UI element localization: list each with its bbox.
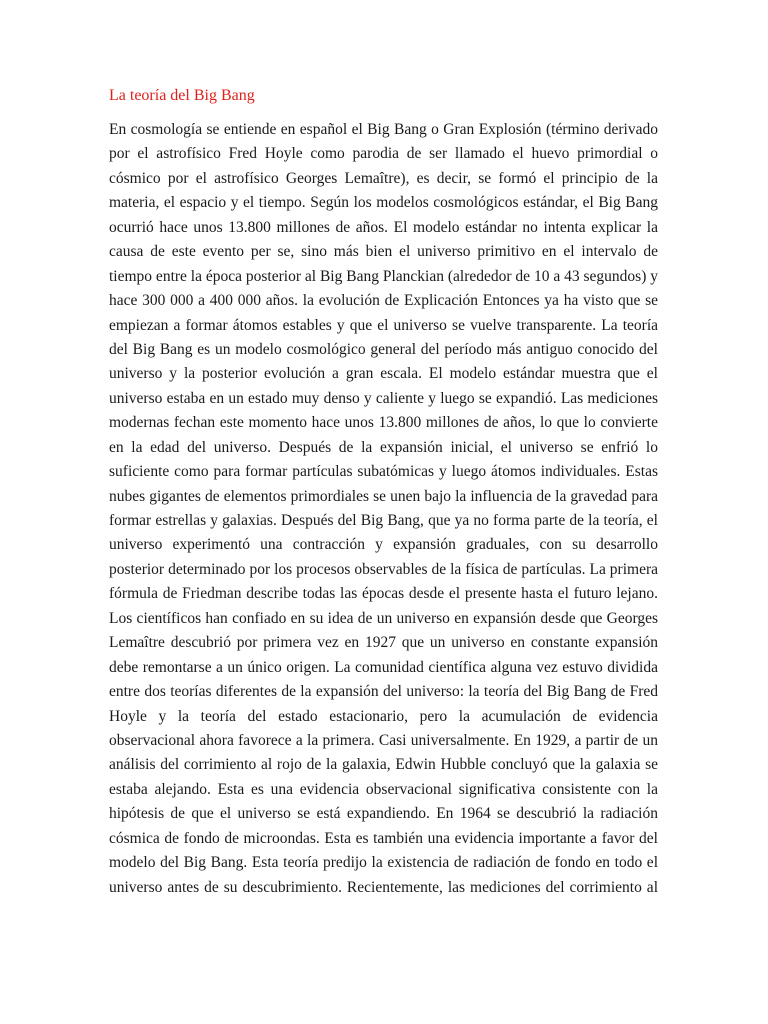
body-text-line: en la edad del universo. Después de la expansión inicial, el universo se enfrió lo bbox=[109, 438, 658, 456]
body-text-line: debe remontarse a un único origen. La comunidad científica alguna vez estuvo dividida bbox=[109, 658, 658, 676]
body-text-line: modelo del Big Bang. Esta teoría predijo la existencia de radiación de fondo en todo el bbox=[109, 854, 658, 872]
body-text-line: En cosmología se entiende en español el Big Bang o Gran Explosión (término derivado bbox=[109, 121, 658, 138]
body-text-line: del Big Bang es un modelo cosmológico general del período más antiguo conocido del bbox=[109, 340, 658, 358]
body-text-line: Los científicos han confiado en su idea de un universo en expansión desde que Georges bbox=[109, 609, 658, 627]
body-text-line: hipótesis de que el universo se está expandiendo. En 1964 se descubrió la radiación bbox=[109, 805, 658, 823]
body-text-line: análisis del corrimiento al rojo de la galaxia, Edwin Hubble concluyó que la galaxia se bbox=[109, 756, 658, 774]
body-text-line: nubes gigantes de elementos primordiales se unen bajo la influencia de la gravedad para bbox=[109, 487, 658, 505]
body-text-line: Hoyle y la teoría del estado estacionario, pero la acumulación de evidencia bbox=[109, 707, 658, 725]
body-text-line: estaba alejando. Esta es una evidencia observacional significativa consistente con la bbox=[109, 780, 658, 798]
body-text-line: tiempo entre la época posterior al Big Bang Planckian (alrededor de 10 a 43 segundos) y bbox=[109, 267, 658, 285]
document-title: La teoría del Big Bang bbox=[109, 87, 255, 104]
body-text-line: cósmico por el astrofísico Georges Lemaître), es decir, se formó el principio de la bbox=[109, 169, 658, 187]
body-text-line: formar estrellas y galaxias. Después del Big Bang, que ya no forma parte de la teoría, el bbox=[109, 512, 658, 529]
body-text-line: entre dos teorías diferentes de la expansión del universo: la teoría del Big Bang de Fred bbox=[109, 683, 658, 701]
body-text-line: universo estaba en un estado muy denso y caliente y luego se expandió. Las mediciones bbox=[109, 389, 658, 407]
body-text-line: ocurrió hace unos 13.800 millones de años. El modelo estándar no intenta explicar la bbox=[109, 218, 658, 236]
body-text-line: universo antes de su descubrimiento. Recientemente, las mediciones del corrimiento al bbox=[109, 878, 658, 896]
body-text-line: por el astrofísico Fred Hoyle como parodia de ser llamado el huevo primordial o bbox=[109, 145, 658, 163]
body-text-line: universo y la posterior evolución a gran escala. El modelo estándar muestra que el bbox=[109, 365, 658, 383]
body-text-line: materia, el espacio y el tiempo. Según los modelos cosmológicos estándar, el Big Bang bbox=[109, 194, 658, 212]
body-text-line: Lemaître descubrió por primera vez en 1927 que un universo en constante expansión bbox=[109, 634, 658, 652]
body-text-line: observacional ahora favorece a la primera. Casi universalmente. En 1929, a partir de un bbox=[109, 731, 658, 749]
document-body bbox=[109, 118, 658, 900]
body-text-line: universo experimentó una contracción y expansión graduales, con su desarrollo bbox=[109, 536, 658, 554]
body-text-line: hace 300 000 a 400 000 años. la evolución de Explicación Entonces ya ha visto que se bbox=[109, 292, 658, 310]
body-text-line: modernas fechan este momento hace unos 13.800 millones de años, lo que lo convierte bbox=[109, 414, 658, 432]
body-text-line: fórmula de Friedman describe todas las épocas desde el presente hasta el futuro lejano. bbox=[109, 585, 658, 603]
body-text-line: empiezan a formar átomos estables y que el universo se vuelve transparente. La teoría bbox=[109, 316, 658, 334]
body-text-line: cósmica de fondo de microondas. Esta es también una evidencia importante a favor del bbox=[109, 829, 658, 847]
body-text-line: causa de este evento per se, sino más bien el universo primitivo en el intervalo de bbox=[109, 243, 658, 261]
body-text-line: suficiente como para formar partículas subatómicas y luego átomos individuales. Estas bbox=[109, 463, 658, 481]
body-text-line: posterior determinado por los procesos observables de la física de partículas. La primera bbox=[109, 560, 658, 578]
